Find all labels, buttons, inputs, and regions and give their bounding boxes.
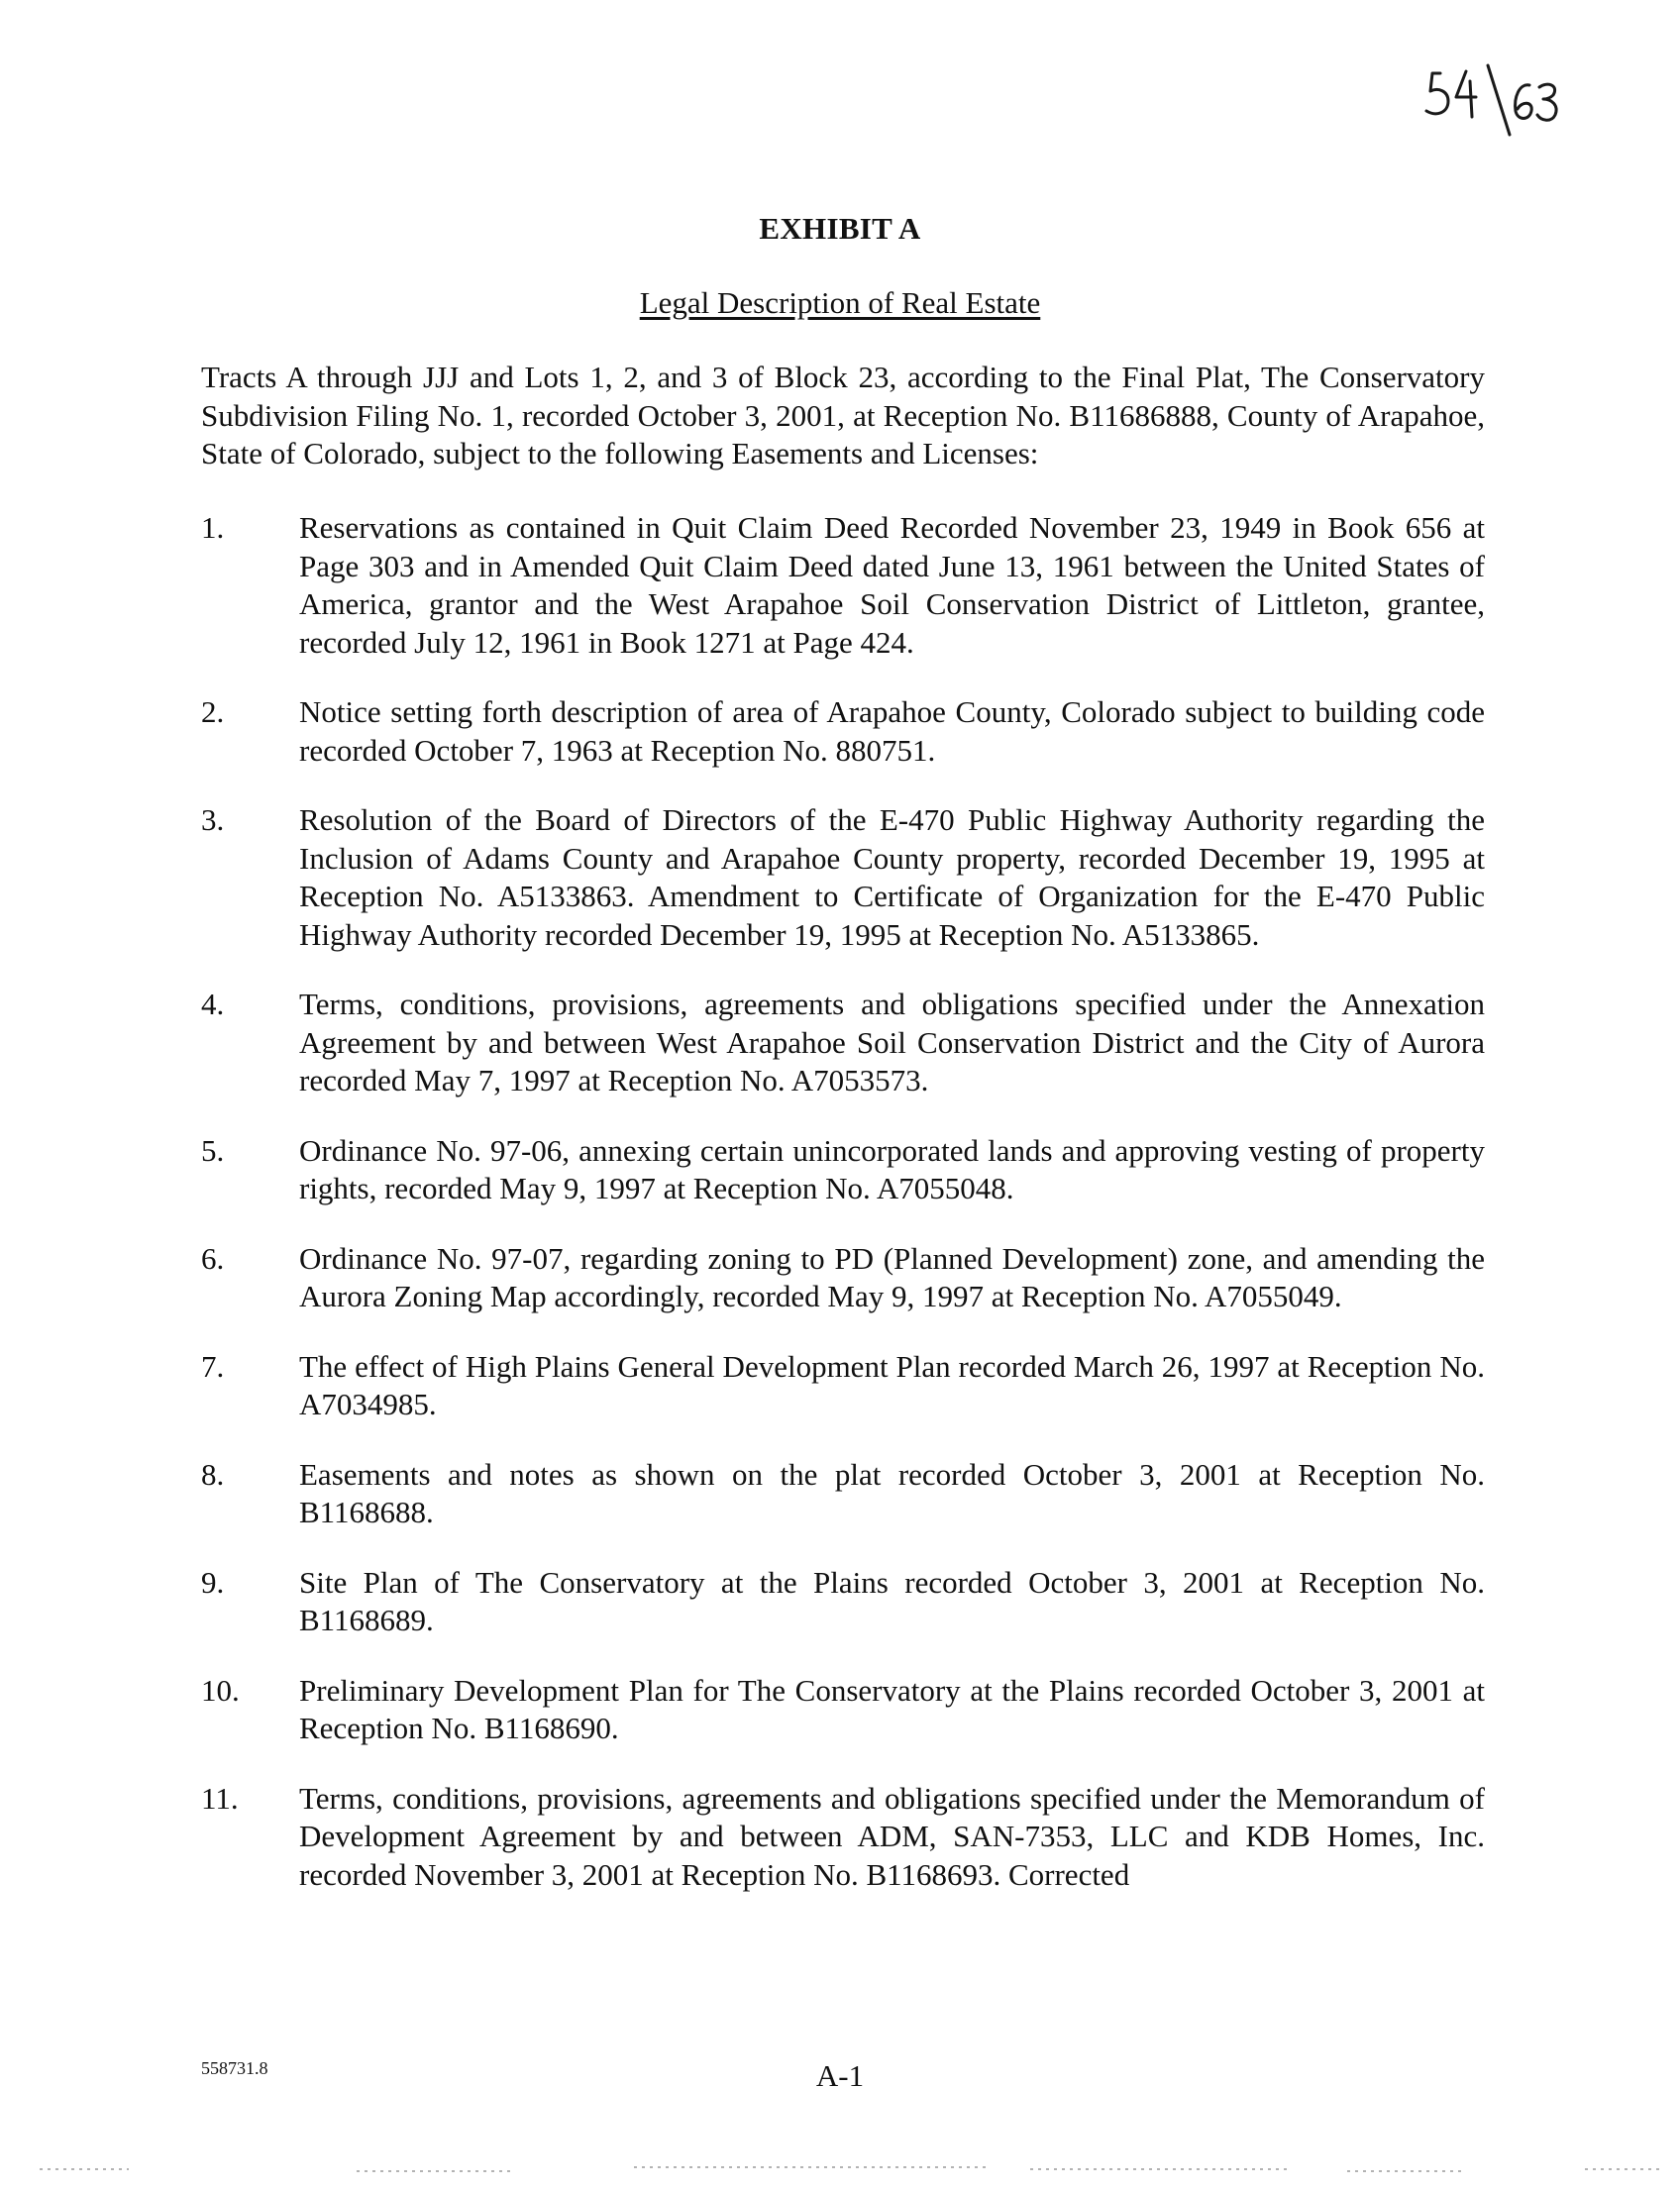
- item-number: 9.: [201, 1564, 225, 1600]
- list-item: [201, 1456, 1485, 1532]
- item-number: 5.: [201, 1132, 225, 1168]
- legal-description-intro: Tracts A through JJJ and Lots 1, 2, and 3 of Block 23, according to the Final Plat, The Conservatory Subdivision Filing No. 1, recorded October 3, 2001, at Reception No. B11686888, County of Arapahoe, State of Colorado, subject to the following Easements and Licenses:: [201, 360, 1485, 470]
- item-text: Ordinance No. 97-06, annexing certain unincorporated lands and approving vesting of property rights, recorded May 9, 1997 at Reception No. A7055048.: [299, 1132, 1485, 1205]
- item-text: Preliminary Development Plan for The Conservatory at the Plains recorded October 3, 2001 at Reception No. B1168690.: [299, 1672, 1485, 1745]
- list-item: [201, 1780, 1485, 1895]
- item-number: 3.: [201, 802, 225, 837]
- document-id: 558731.8: [201, 2058, 268, 2078]
- handwritten-page-note: [1418, 61, 1577, 141]
- item-text: Terms, conditions, provisions, agreements and obligations specified under the Annexation Agreement by and between West Arapahoe Soil Conservation District and the City of Aurora recorded May 7, 1997 at Reception No. A7053573.: [299, 987, 1485, 1097]
- item-text: Resolution of the Board of Directors of the E-470 Public Highway Authority regarding the Inclusion of Adams County and Arapahoe County property, recorded December 19, 1995 at Reception No. A5133863. Amendment to Certificate of Organization for the E-470 Public Highway Authority recorded December 19, 1995 at Reception No. A5133865.: [299, 802, 1485, 952]
- item-text: Ordinance No. 97-07, regarding zoning to PD (Planned Development) zone, and amending the Aurora Zoning Map accordingly, recorded May 9, 1997 at Reception No. A7055049.: [299, 1240, 1485, 1313]
- exhibit-subtitle: Legal Description of Real Estate: [639, 285, 1041, 320]
- list-item: [201, 1240, 1485, 1316]
- item-number: 11.: [201, 1780, 239, 1816]
- item-number: 7.: [201, 1348, 225, 1384]
- list-item: [201, 509, 1485, 662]
- item-number: 4.: [201, 987, 225, 1021]
- item-number: 8.: [201, 1456, 225, 1492]
- item-number: 10.: [201, 1672, 240, 1708]
- list-item: [201, 1672, 1485, 1748]
- item-number: 1.: [201, 510, 225, 545]
- item-number: 2.: [201, 694, 225, 729]
- list-item: [201, 801, 1485, 954]
- item-text: Notice setting forth description of area of Arapahoe County, Colorado subject to building code recorded October 7, 1963 at Reception No. 880751.: [299, 694, 1485, 768]
- item-text: Reservations as contained in Quit Claim Deed Recorded November 23, 1949 in Book 656 at Page 303 and in Amended Quit Claim Deed dated June 13, 1961 between the United States of America, grantor and the West Arapahoe Soil Conservation District of Littleton, grantee, recorded July 12, 1961 in Book 1271 at Page 424.: [299, 510, 1485, 660]
- handwritten-note-drawing: [1418, 61, 1577, 141]
- easements-list: [201, 509, 1485, 1926]
- item-text: Terms, conditions, provisions, agreements and obligations specified under the Memorandum of Development Agreement by and between ADM, SAN-7353, LLC and KDB Homes, Inc. recorded November 3, 2001 at Reception No. B1168693. Corrected: [299, 1780, 1485, 1892]
- scan-artifact-marks: [0, 2159, 1680, 2179]
- list-item: [201, 986, 1485, 1100]
- item-number: 6.: [201, 1240, 225, 1276]
- item-text: Easements and notes as shown on the plat recorded October 3, 2001 at Reception No. B1168688.: [299, 1456, 1485, 1529]
- list-item: [201, 693, 1485, 770]
- item-text: Site Plan of The Conservatory at the Plains recorded October 3, 2001 at Reception No. B1168689.: [299, 1564, 1485, 1637]
- list-item: [201, 1564, 1485, 1640]
- item-text: The effect of High Plains General Development Plan recorded March 26, 1997 at Reception No. A7034985.: [299, 1348, 1485, 1421]
- list-item: [201, 1132, 1485, 1208]
- list-item: [201, 1348, 1485, 1424]
- exhibit-title: EXHIBIT A: [759, 211, 921, 246]
- page-number: A-1: [815, 2058, 865, 2093]
